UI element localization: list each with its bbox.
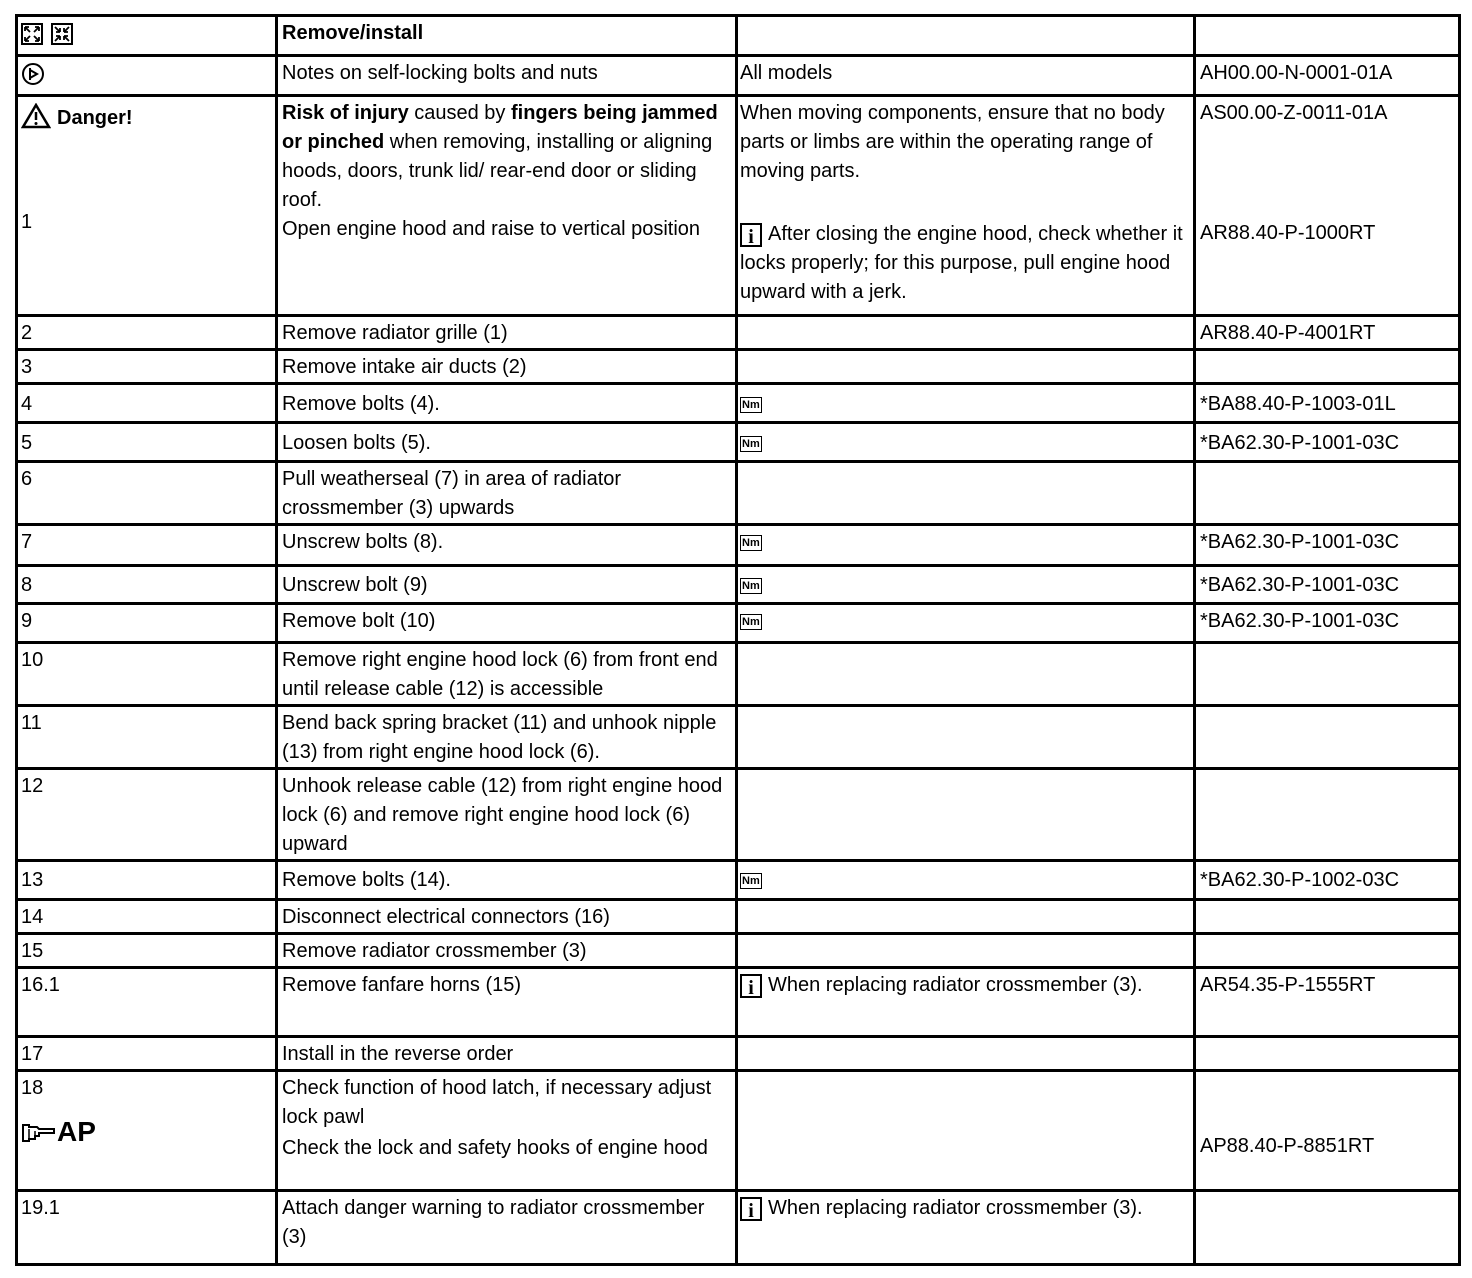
info-icon: i [740,1197,762,1221]
table-row: 19.1 Attach danger warning to radiator crossmember (3) i When replacing radiator crossmember (3). [17,1191,1460,1265]
table-row: 10 Remove right engine hood lock (6) from front end until release cable (12) is accessible [17,643,1460,706]
info-icon: i [740,223,762,247]
table-row: 13 Remove bolts (14). Nm *BA62.30-P-1002-03C [17,861,1460,900]
header-title: Remove/install [277,16,737,56]
table-row: 6 Pull weatherseal (7) in area of radiator crossmember (3) upwards [17,462,1460,525]
table-row: 15 Remove radiator crossmember (3) [17,934,1460,968]
danger-ref[interactable]: AS00.00-Z-0011-01A [1200,102,1388,124]
step-text: Open engine hood and raise to vertical position [282,218,701,240]
intro-row [17,56,1460,96]
torque-icon[interactable]: Nm [742,615,760,628]
collapse-icon[interactable] [51,23,73,45]
expand-collapse-cell [17,16,277,56]
table-row: 16.1 Remove fanfare horns (15) i When replacing radiator crossmember (3). AR54.35-P-1555RT [17,968,1460,1037]
warning-triangle-icon [21,103,51,129]
table-row: 17 Install in the reverse order [17,1037,1460,1071]
table-row: 11 Bend back spring bracket (11) and unhook nipple (13) from right engine hood lock (6). [17,706,1460,769]
risk-description: Risk of injury caused by fingers being jammed or pinched when removing, installing or aligning hoods, doors, trunk lid/ rear-end door or sliding roof. [282,102,718,211]
table-row: 4 Remove bolts (4). Nm *BA88.40-P-1003-01L [17,384,1460,423]
danger-heading [21,103,272,133]
danger-row [17,96,1460,316]
step-ref[interactable]: AR88.40-P-1000RT [1200,222,1376,244]
ap-marker[interactable]: AP [21,1117,272,1150]
procedure-table [15,14,1461,1266]
intro-scope: All models [737,56,1195,96]
step-number: 1 [21,211,33,233]
intro-ref[interactable]: AH00.00-N-0001-01A [1195,56,1460,96]
table-row: 12 Unhook release cable (12) from right engine hood lock (6) and remove right engine hood lock (6) upward [17,769,1460,861]
procedure-sheet [15,14,1449,1260]
intro-text: Notes on self-locking bolts and nuts [277,56,737,96]
table-row: 2 Remove radiator grille (1) AR88.40-P-4001RT [17,316,1460,350]
torque-icon[interactable]: Nm [742,579,760,592]
info-icon: i [740,974,762,998]
expand-icon[interactable] [21,23,43,45]
table-row: 18 AP Check function of hood latch, if necessary adjust lock pawl Check the lock and safety hooks of engine hood AP88.40-P-8851RT [17,1071,1460,1191]
torque-icon[interactable]: Nm [742,398,760,411]
danger-measure: When moving components, ensure that no body parts or limbs are within the operating range of moving parts. [740,102,1165,182]
header-row [17,16,1460,56]
notes-arrow-icon [21,62,45,86]
torque-icon[interactable]: Nm [742,536,760,549]
table-row: 3 Remove intake air ducts (2) [17,350,1460,384]
step-note: i After closing the engine hood, check whether it locks properly; for this purpose, pull engine hood upward with a jerk. [740,223,1183,303]
table-row: 8 Unscrew bolt (9) Nm *BA62.30-P-1001-03C [17,566,1460,604]
torque-icon[interactable]: Nm [742,437,760,450]
danger-label: Danger! [57,107,133,129]
table-row: 5 Loosen bolts (5). Nm *BA62.30-P-1001-03C [17,423,1460,462]
torque-icon[interactable]: Nm [742,874,760,887]
table-row: 9 Remove bolt (10) Nm *BA62.30-P-1001-03C [17,604,1460,643]
table-row: 14 Disconnect electrical connectors (16) [17,900,1460,934]
pointing-hand-icon [21,1121,57,1145]
table-row: 7 Unscrew bolts (8). Nm *BA62.30-P-1001-03C [17,525,1460,566]
